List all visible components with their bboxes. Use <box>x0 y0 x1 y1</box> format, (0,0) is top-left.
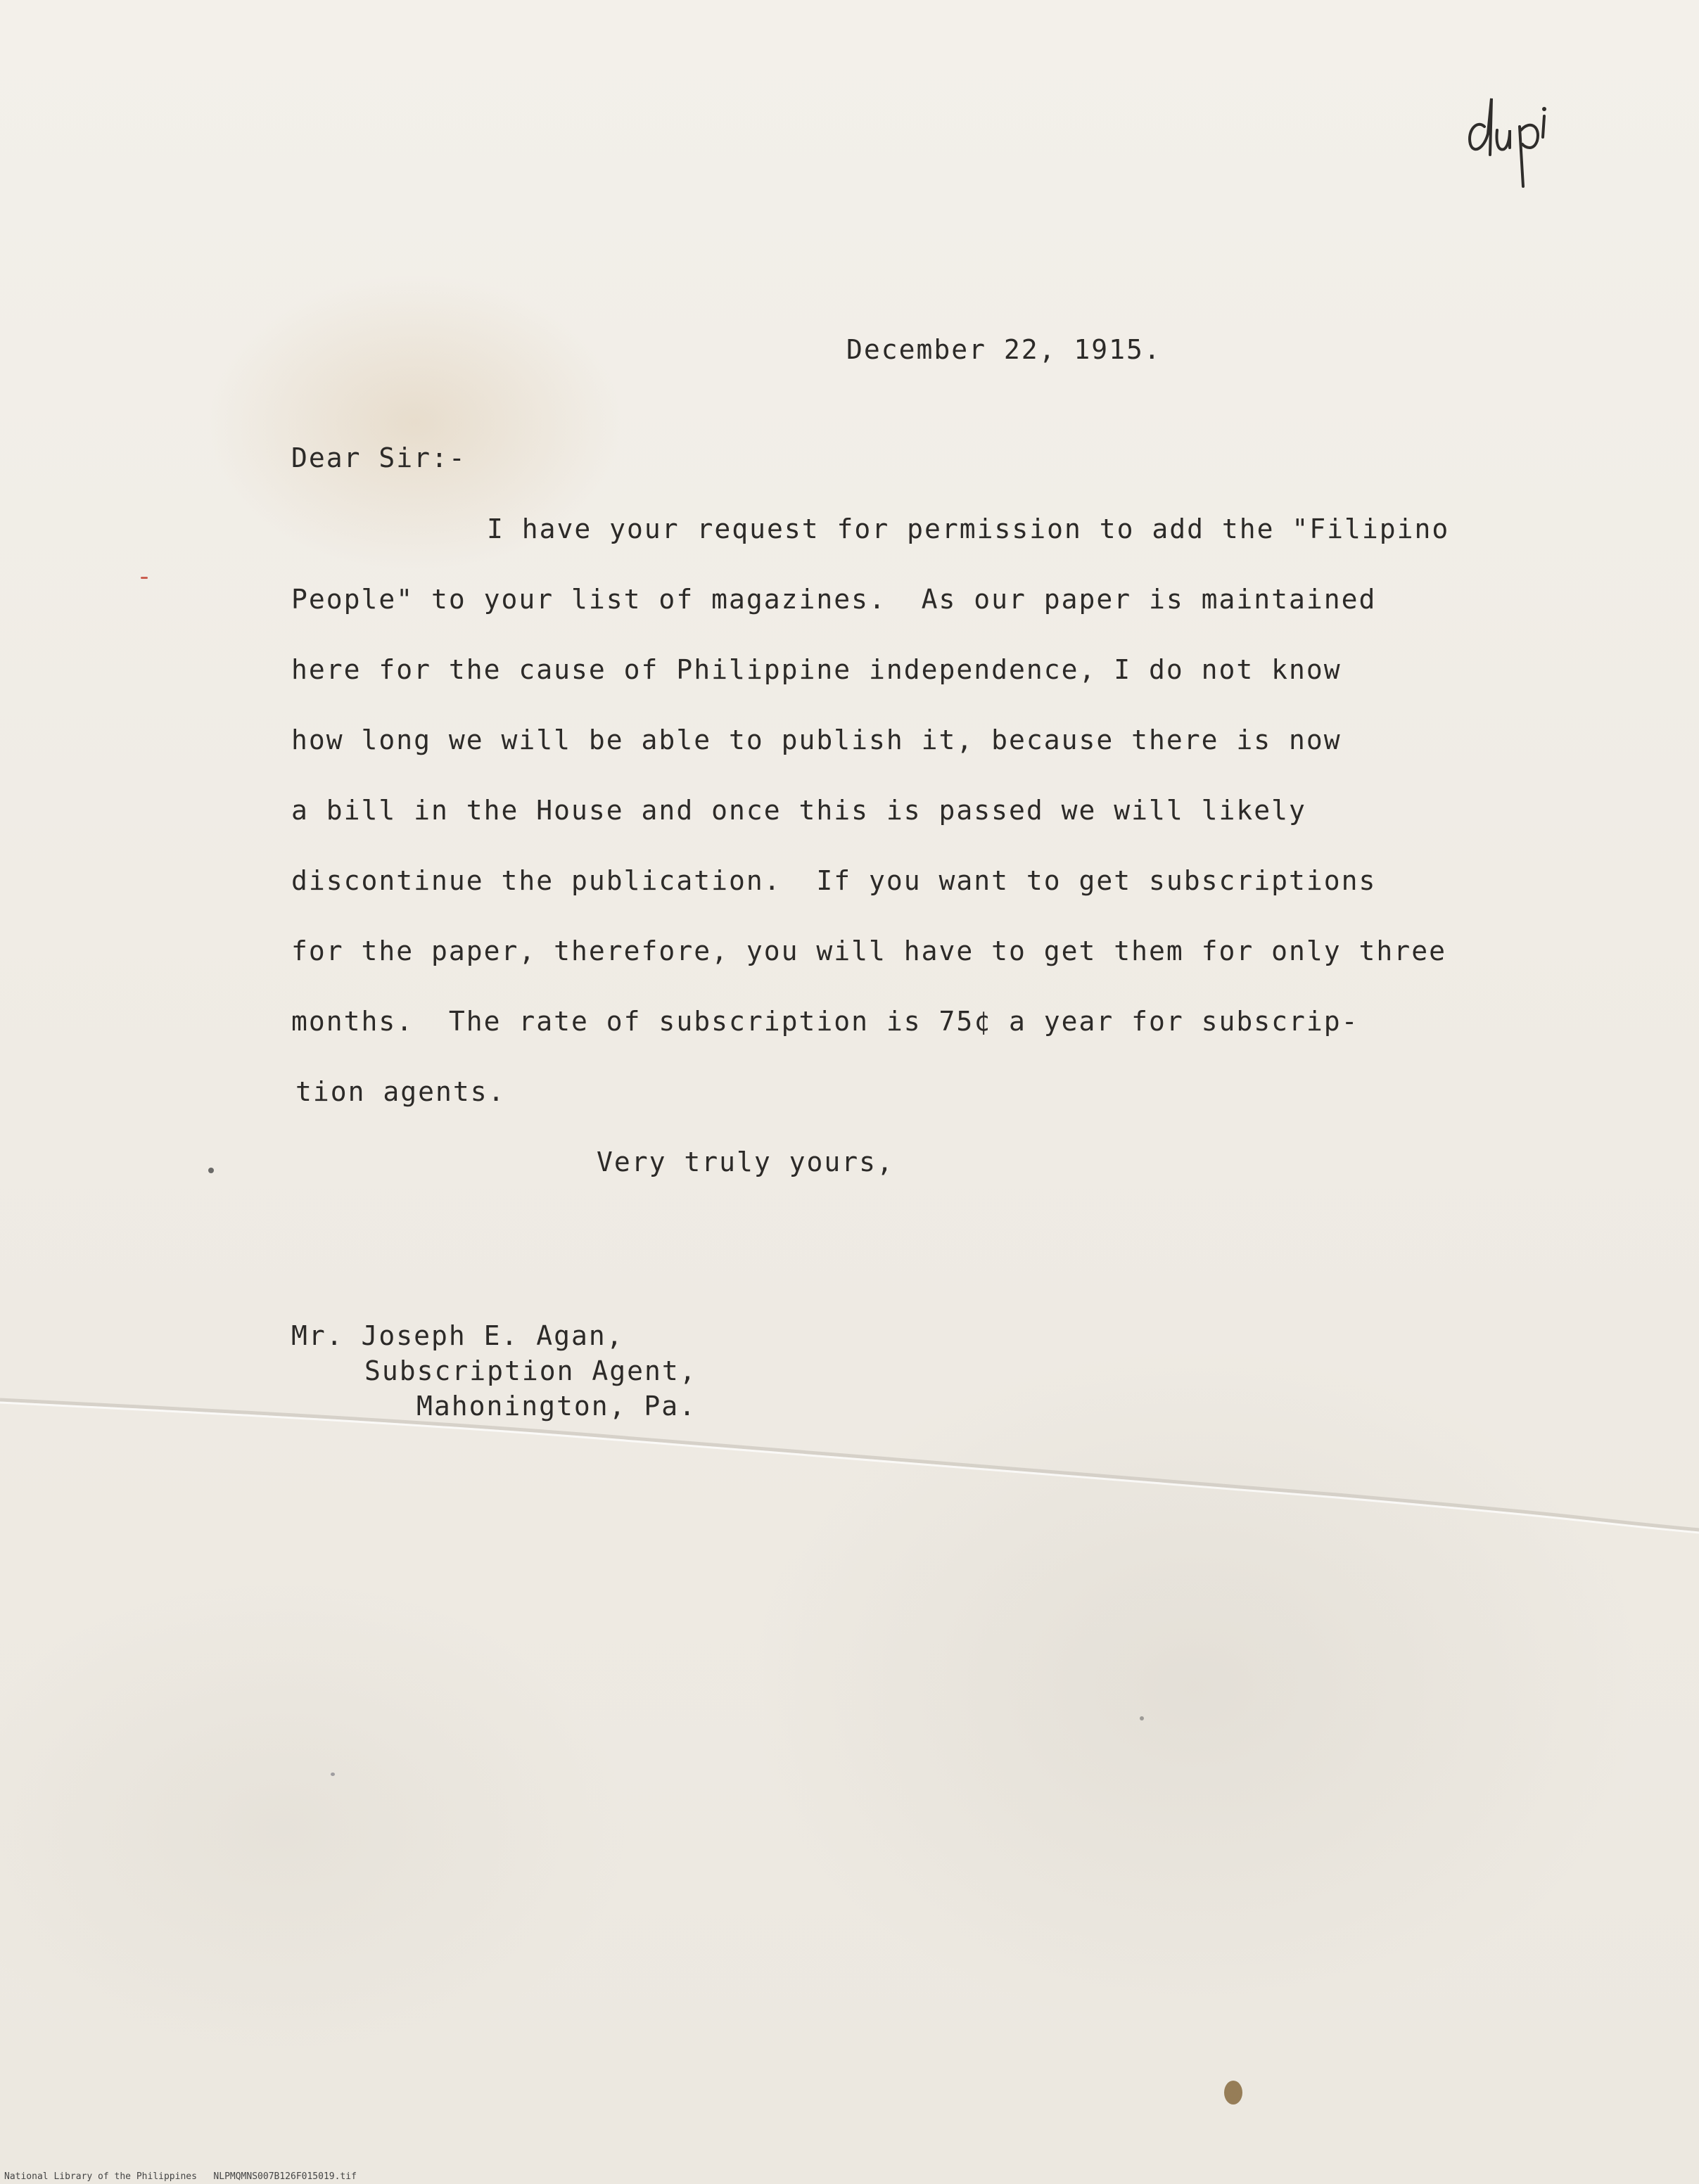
body-line: a bill in the House and once this is passed we will likely <box>291 795 1306 826</box>
scan-footer <box>4 2172 357 2181</box>
body-line: here for the cause of Philippine independence, I do not know <box>291 654 1342 685</box>
stain-spot <box>1224 2081 1242 2105</box>
addressee-title: Subscription Agent, <box>364 1355 697 1386</box>
body-line: I have your request for permission to add the "Filipino <box>487 513 1450 544</box>
body-line: for the paper, therefore, you will have to get them for only three <box>291 935 1446 966</box>
ink-speck <box>208 1168 214 1173</box>
body-line: tion agents. <box>295 1076 506 1107</box>
ink-speck <box>331 1773 335 1776</box>
body-line: discontinue the publication. If you want to get subscriptions <box>291 865 1377 896</box>
footer-source: National Library of the Philippines <box>4 2171 197 2182</box>
paper-crease <box>0 1379 1699 1590</box>
addressee-name: Mr. Joseph E. Agan, <box>291 1320 624 1351</box>
addressee-location: Mahonington, Pa. <box>416 1391 697 1422</box>
ink-speck <box>1140 1716 1144 1720</box>
body-line: months. The rate of subscription is 75¢ a year for subscrip- <box>291 1006 1359 1037</box>
closing: Very truly yours, <box>597 1147 894 1177</box>
salutation: Dear Sir:- <box>291 442 466 473</box>
footer-file: NLPMQMNS007B126F015019.tif <box>213 2171 357 2182</box>
ink-speck <box>141 577 148 579</box>
letter-date: December 22, 1915. <box>846 334 1162 365</box>
body-line: how long we will be able to publish it, because there is now <box>291 724 1342 755</box>
body-line: People" to your list of magazines. As our paper is maintained <box>291 584 1377 615</box>
